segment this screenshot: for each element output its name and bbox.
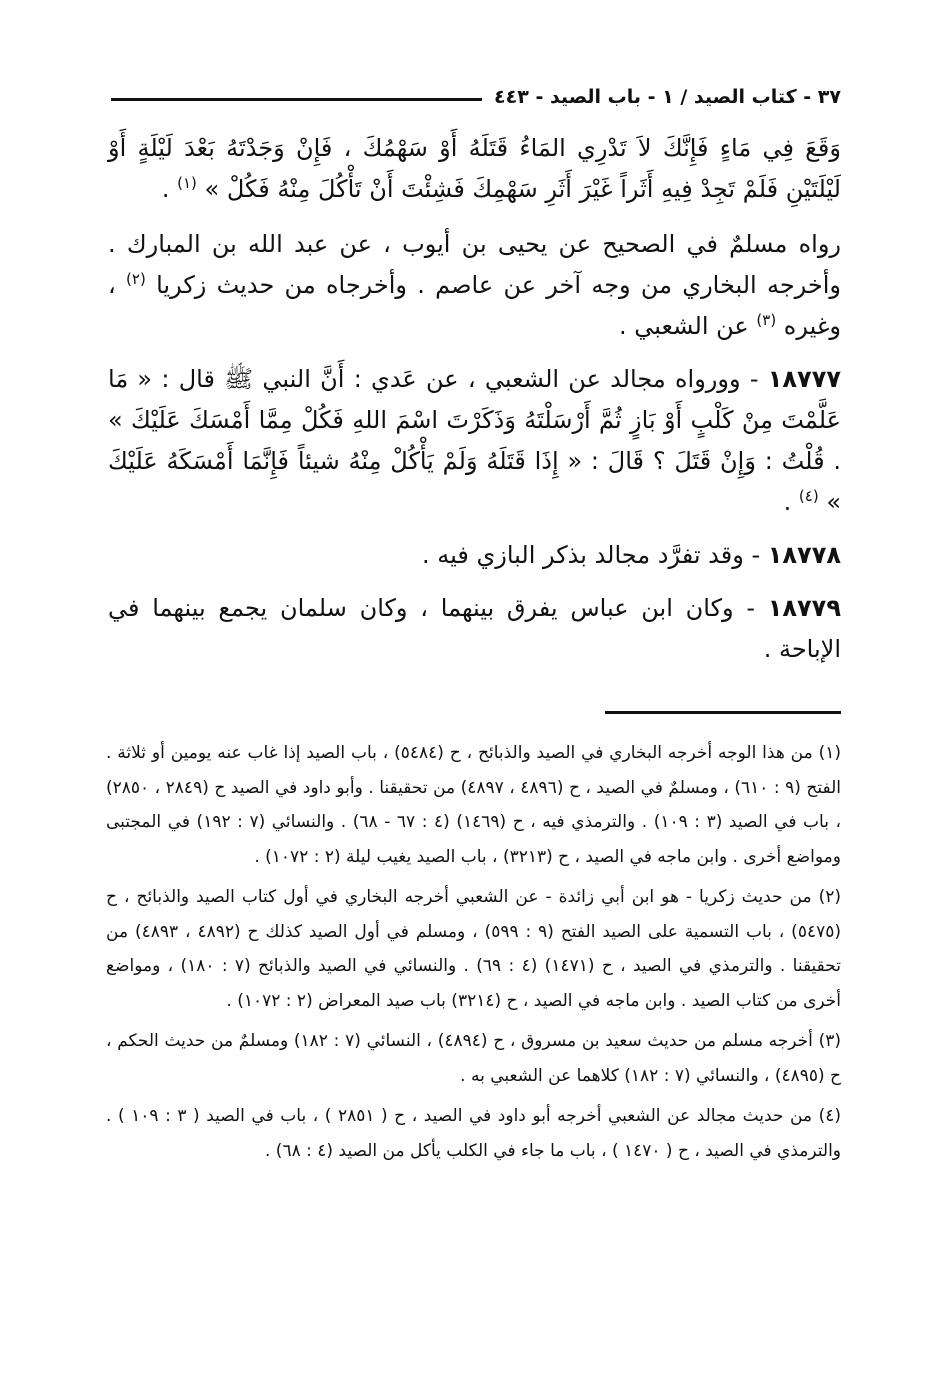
footnote-3: (٣) أخرجه مسلم من حديث سعيد بن مسروق ، ح (٤٨٩٤) ، النسائي (٧ : ١٨٢) ومسلمٌ من حديث الحكم ، ح (٤٨٩٥) ، والنسائي (٧ : ١٨٢) كلاهما عن الشعبي به . xyxy=(106,1031,842,1086)
paragraph-text: - وورواه مجالد عن الشعبي ، عن عَدي : أَنَّ النبي ﷺ قال : « مَا عَلَّمْتَ مِنْ كَلْبٍ أَوْ بَازٍ ثُمَّ أَرْسَلْتَهُ وَذَكَرْتَ اسْمَ اللهِ فَكُلْ مِمَّا أَمْسَكَ عَلَيْكَ » . قُلْتُ : وَإِنْ قَتَلَ ؟ قَالَ : « إِذَا قَتَلَهُ وَلَمْ يَأْكُلْ مِنْهُ شيئاً فَإِنَّمَا أَمْسَكَهُ عَلَيْكَ » xyxy=(108,365,841,516)
paragraph-text: وَقَعَ فِي مَاءٍ فَإِنَّكَ لاَ تَدْرِي المَاءُ قَتَلَهُ أَوْ سَهْمُكَ ، فَإِنْ وَجَدْتَهُ بَعْدَ لَيْلَةٍ أَوْ لَيْلَتَيْنِ فَلَمْ تَجِدْ فِيهِ أَثَراً غَيْرَ أَثَرِ سَهْمِكَ فَشِئْتَ أَنْ تَأْكُلَ مِنْهُ فَكُلْ » xyxy=(108,134,841,203)
paragraph-text: ، وغيره xyxy=(108,271,841,340)
paragraph-end: . xyxy=(783,488,792,516)
paragraph-text: - وقد تفرَّد مجالد بذكر البازي فيه . xyxy=(422,541,761,569)
footnote-ref[interactable]: (٣) xyxy=(756,311,777,329)
hadith-18777 xyxy=(108,359,841,523)
hadith-number: ١٨٧٧٧ xyxy=(767,365,841,393)
hadith-number: ١٨٧٧٩ xyxy=(767,594,841,622)
running-header xyxy=(111,82,841,112)
footnote-4: (٤) من حديث مجالد عن الشعبي أخرجه أبو داود في الصيد ، ح ( ٢٨٥١ ) ، باب في الصيد ( ٣ : ١٠٩ ) . والترمذي في الصيد ، ح ( ١٤٧٠ ) ، باب ما جاء في الكلب يأكل من الصيد (٤ : ٦٨) . xyxy=(106,1106,841,1161)
main-text xyxy=(108,128,841,682)
footnote-2: (٢) من حديث زكريا - هو ابن أبي زائدة - عن الشعبي أخرجه البخاري في أول كتاب الصيد والذبائح ، ح (٥٤٧٥) ، باب التسمية على الصيد الفتح (٩ : ٥٩٩) ، ومسلم في أول الصيد كذلك ح (٤٨٩٢ ، ٤٨٩٣) من تحقيقنا . والترمذي في الصيد ، ح (١٤٧١) (٤ : ٦٩) . والنسائي في الصيد والذبائح (٧ : ١٨٠) ، ومواضع أخرى من كتاب الصيد . وابن ماجه في الصيد ، ح (٣٢١٤) باب صيد المعراض (٢ : ١٠٧٢) . xyxy=(106,887,841,1011)
footnote-1: (١) من هذا الوجه أخرجه البخاري في الصيد والذبائح ، ح (٥٤٨٤) ، باب الصيد إذا غاب عنه يومين أو ثلاثة . الفتح (٩ : ٦١٠) ، ومسلمٌ في الصيد ، ح (٤٨٩٦ ، ٤٨٩٧) من تحقيقنا . وأبو داود في الصيد ح (٢٨٤٩ ، ٢٨٥٠) ، باب في الصيد (٣ : ١٠٩) . والترمذي فيه ، ح (١٤٦٩) (٤ : ٦٧ - ٦٨) . والنسائي (٧ : ١٩٢) في المجتبى ومواضع أخرى . وابن ماجه في الصيد ، ح (٣٢١٣) ، باب الصيد يغيب ليلة (٢ : ١٠٧٢) . xyxy=(106,743,842,867)
paragraph-text: عن الشعبي . xyxy=(619,312,749,340)
continued-hadith-paragraph xyxy=(108,128,841,210)
footnote-ref[interactable]: (١) xyxy=(177,174,197,192)
paragraph-end: . xyxy=(161,175,170,203)
footnotes xyxy=(106,736,841,1174)
hadith-18779 xyxy=(108,588,841,670)
footnote-separator xyxy=(605,711,841,714)
narration-paragraph xyxy=(108,224,841,347)
hadith-number: ١٨٧٧٨ xyxy=(767,541,841,569)
footnote-ref[interactable]: (٢) xyxy=(126,270,146,288)
paragraph-text: رواه مسلمٌ في الصحيح عن يحيى بن أيوب ، عن عبد الله بن المبارك . وأخرجه البخاري من وجه آخر عن عاصم . وأخرجاه من حديث زكريا xyxy=(108,230,841,299)
paragraph-text: - وكان ابن عباس يفرق بينهما ، وكان سلمان يجمع بينهما في الإباحة . xyxy=(108,594,841,663)
footnote-ref[interactable]: (٤) xyxy=(798,487,819,505)
hadith-18778 xyxy=(108,535,841,576)
header-rule xyxy=(111,98,482,101)
running-header-title: ٣٧ - كتاب الصيد / ١ - باب الصيد - ٤٤٣ xyxy=(494,86,841,108)
